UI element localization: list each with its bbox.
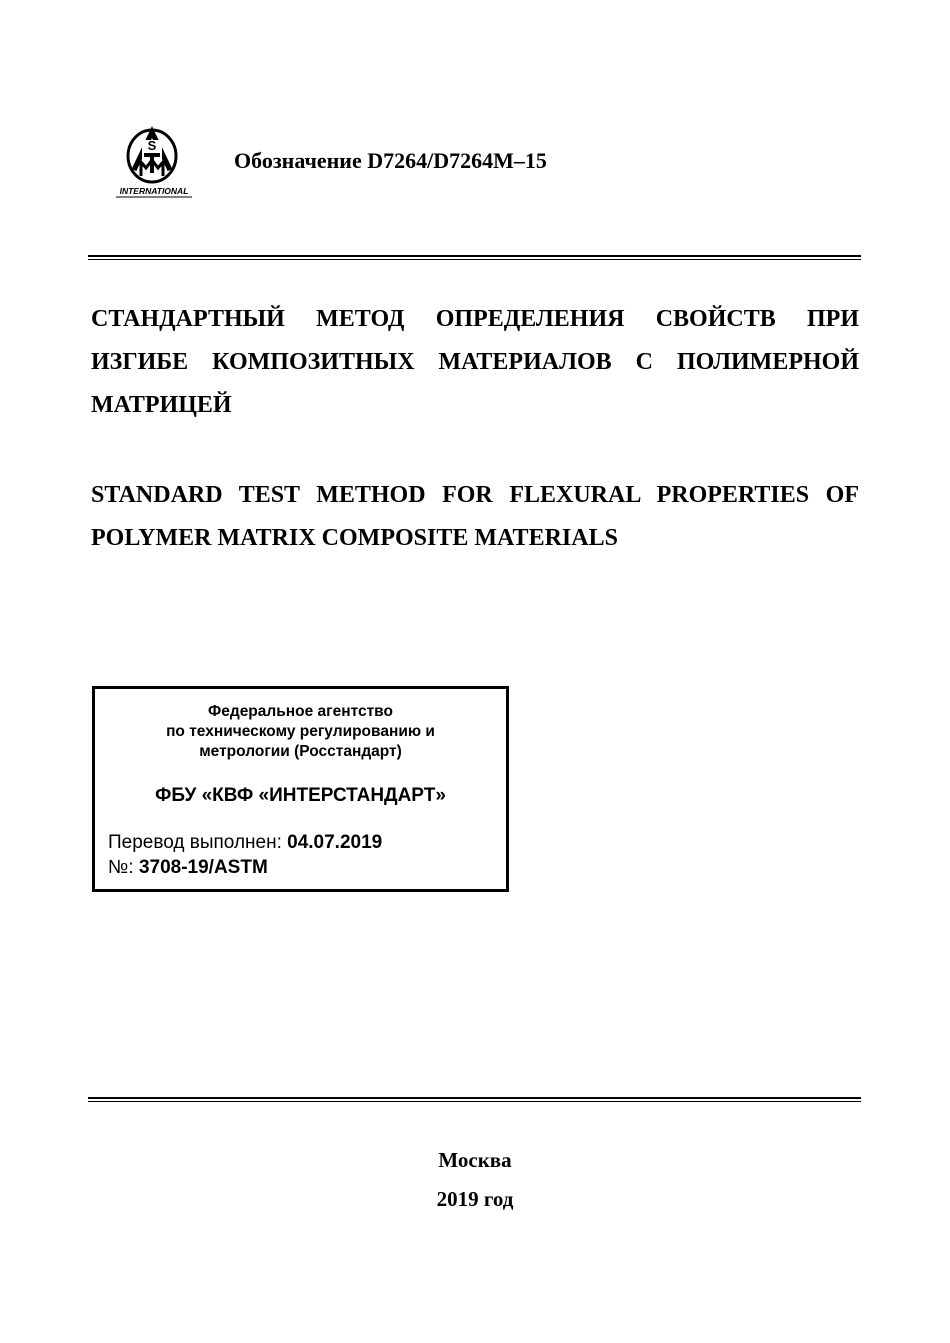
title-ru-line-3: МАТРИЦЕЙ <box>91 392 232 418</box>
title-ru-line-2: ИЗГИБЕ КОМПОЗИТНЫХ МАТЕРИАЛОВ С ПОЛИМЕРНОЙ <box>91 349 859 375</box>
title-russian <box>91 298 859 427</box>
title-en-line-2: POLYMER MATRIX COMPOSITE MATERIALS <box>91 525 618 551</box>
translation-number: 3708-19/ASTM <box>138 857 268 878</box>
title-english <box>91 474 859 560</box>
translated-date: 04.07.2019 <box>287 832 383 853</box>
svg-text:S: S <box>147 138 157 153</box>
organization-name: ФБУ «КВФ «ИНТЕРСТАНДАРТ» <box>155 785 446 806</box>
title-ru-line-1: СТАНДАРТНЫЙ МЕТОД ОПРЕДЕЛЕНИЯ СВОЙСТВ ПРИ <box>91 306 859 332</box>
logo-text: ASTM <box>152 129 155 130</box>
agency-name <box>95 702 506 762</box>
top-divider <box>88 255 861 260</box>
translation-stamp <box>92 686 509 892</box>
translation-info <box>108 830 382 880</box>
publication-city: Москва <box>438 1148 512 1172</box>
astm-logo-icon <box>112 126 198 198</box>
number-label: №: <box>108 857 139 878</box>
translated-label: Перевод выполнен: <box>108 832 288 853</box>
title-en-line-1: STANDARD TEST METHOD FOR FLEXURAL PROPERTIES OF <box>91 482 859 508</box>
publication-year: 2019 год <box>436 1187 514 1211</box>
logo-subtext: INTERNATIONAL <box>119 186 189 196</box>
astm-logo <box>112 126 198 198</box>
bottom-divider <box>88 1097 861 1102</box>
agency-line-3: метрологии (Росстандарт) <box>199 743 402 760</box>
document-designation: Обозначение D7264/D7264M–15 <box>234 148 547 173</box>
agency-line-1: Федеральное агентство <box>208 703 393 720</box>
agency-line-2: по техническому регулированию и <box>166 723 435 740</box>
